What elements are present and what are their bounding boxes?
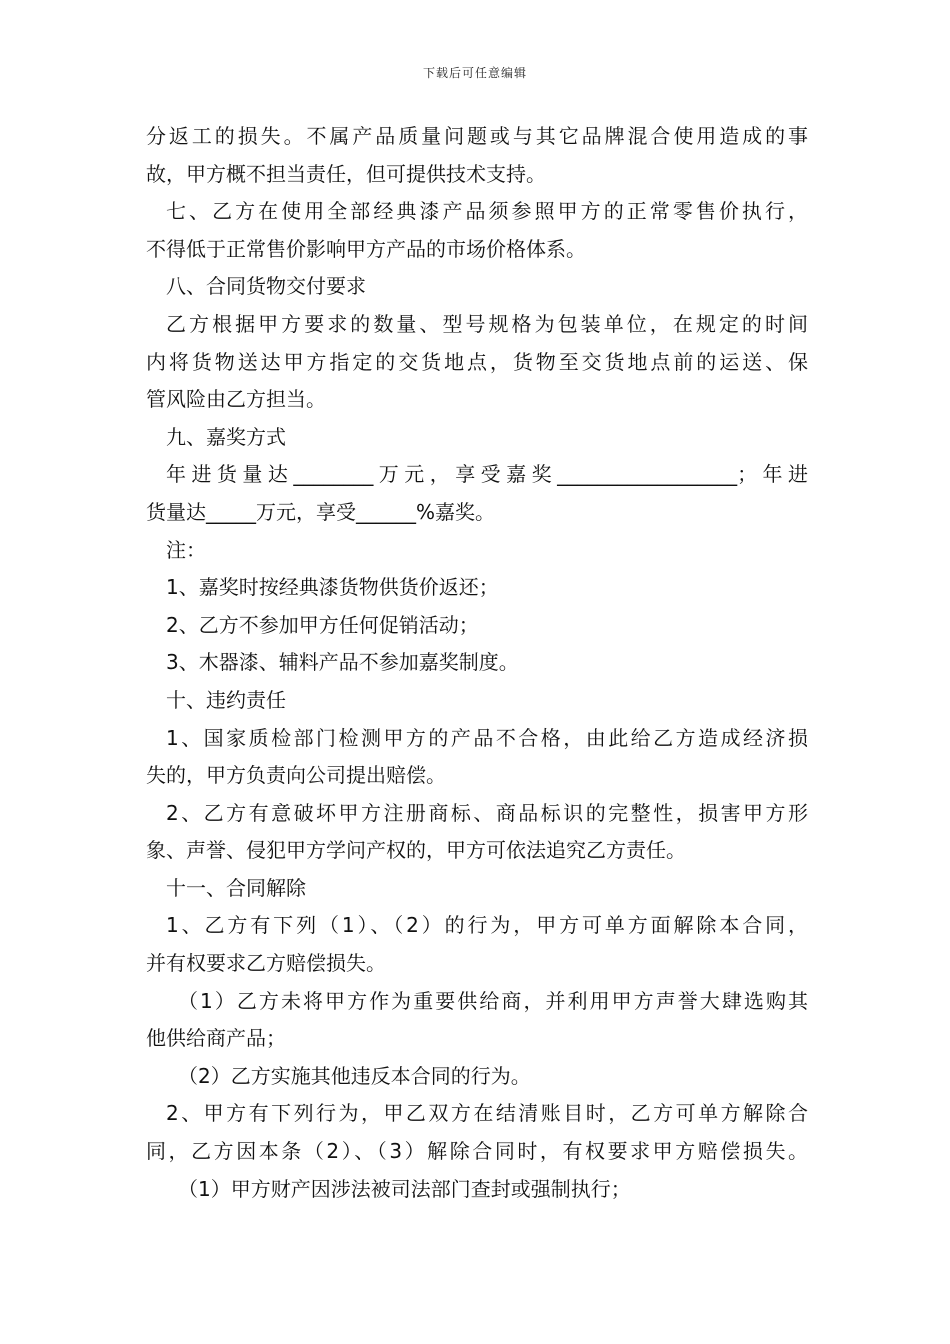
paragraph-line: 2、乙方不参加甲方任何促销活动； — [166, 612, 479, 637]
paragraph-line: 象、声誉、侵犯甲方学问产权的，甲方可依法追究乙方责任。 — [146, 838, 686, 863]
paragraph-line: 同，乙方因本条（2）、（3）解除合同时，有权要求甲方赔偿损失。 — [146, 1139, 808, 1164]
paragraph-line: 十一、合同解除 — [166, 875, 306, 900]
paragraph-line: （1）乙方未将甲方作为重要供给商，并利用甲方声誉大肆选购其 — [178, 988, 808, 1013]
page-header: 下载后可任意编辑 — [422, 66, 527, 80]
paragraph-line: 1、国家质检部门检测甲方的产品不合格，由此给乙方造成经济损 — [166, 725, 808, 750]
document-body — [146, 118, 808, 1208]
paragraph-line: 乙方根据甲方要求的数量、型号规格为包装单位，在规定的时间 — [166, 311, 808, 336]
paragraph-line: 3、木器漆、辅料产品不参加嘉奖制度。 — [166, 650, 519, 675]
paragraph-line: 不得低于正常售价影响甲方产品的市场价格体系。 — [146, 236, 586, 261]
paragraph-line: 1、乙方有下列（1）、（2）的行为，甲方可单方面解除本合同， — [166, 913, 808, 938]
paragraph-line: （2）乙方实施其他违反本合同的行为。 — [178, 1063, 531, 1088]
paragraph-line: 七、乙方在使用全部经典漆产品须参照甲方的正常零售价执行， — [166, 199, 808, 224]
paragraph-line: 他供给商产品； — [146, 1026, 286, 1051]
paragraph-line: 十、违约责任 — [166, 687, 286, 712]
paragraph-line: （1）甲方财产因涉法被司法部门查封或强制执行； — [178, 1176, 631, 1201]
paragraph-line: 2、甲方有下列行为，甲乙双方在结清账目时，乙方可单方解除合 — [166, 1101, 808, 1126]
paragraph-line: 1、嘉奖时按经典漆货物供货价返还； — [166, 575, 499, 600]
paragraph-line: 2、乙方有意破坏甲方注册商标、商品标识的完整性，损害甲方形 — [166, 800, 808, 825]
paragraph-line: 九、嘉奖方式 — [166, 424, 286, 449]
paragraph-line: 故，甲方概不担当责任，但可提供技术支持。 — [146, 161, 546, 186]
paragraph-line: 内将货物送达甲方指定的交货地点，货物至交货地点前的运送、保 — [146, 349, 808, 374]
paragraph-line: 并有权要求乙方赔偿损失。 — [146, 951, 386, 976]
paragraph-line: 管风险由乙方担当。 — [146, 387, 326, 412]
paragraph-line: 八、合同货物交付要求 — [166, 274, 366, 299]
paragraph-line: 注： — [166, 537, 206, 562]
paragraph-line: 货量达_____万元，享受______%嘉奖。 — [146, 499, 496, 524]
paragraph-line: 分返工的损失。不属产品质量问题或与其它品牌混合使用造成的事 — [146, 124, 808, 148]
paragraph-line: 失的，甲方负责向公司提出赔偿。 — [146, 763, 446, 788]
paragraph-line: 年进货量达________万元，享受嘉奖__________________；年进 — [166, 462, 808, 487]
